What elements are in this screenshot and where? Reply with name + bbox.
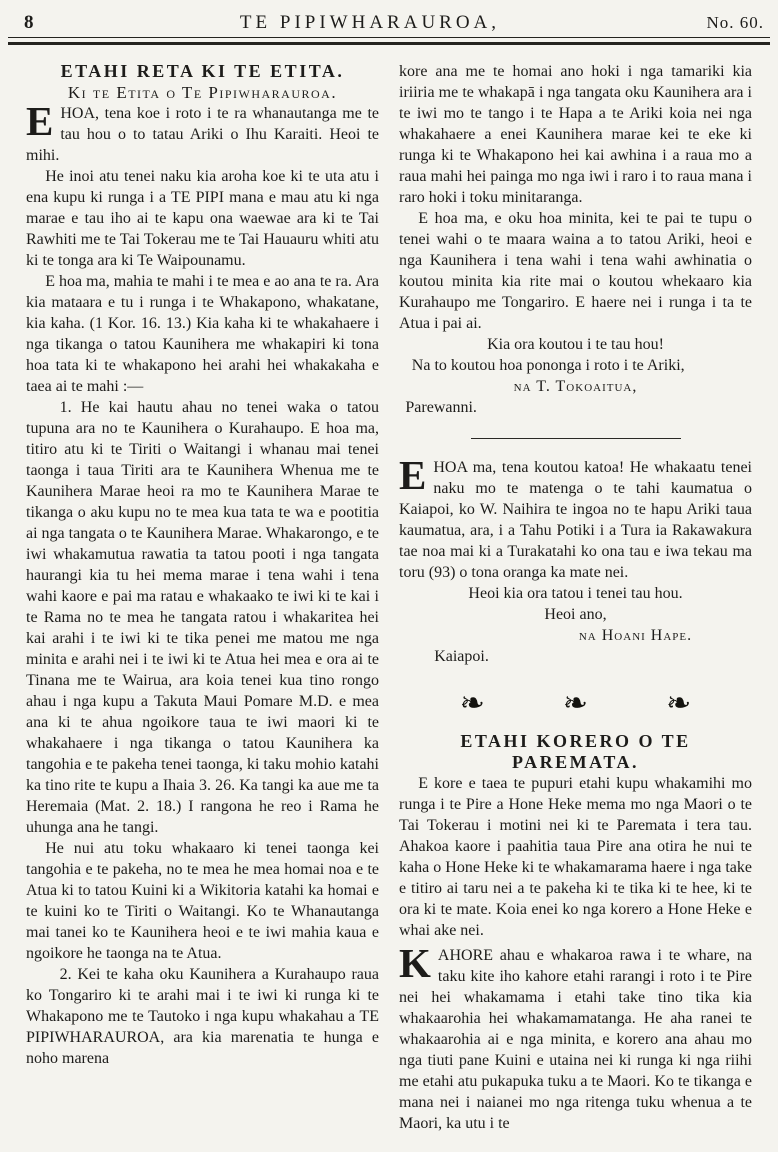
fleuron-icon: ❧ (666, 686, 692, 721)
salutation-line: Ki te Etita o Te Pipiwharauroa. (67, 83, 338, 102)
paragraph-text: AHORE ahau e whakaroa rawa i te whare, na taku kite iho kahore etahi rarangi i roto i te Pire nei hei whakamama i etahi take tino tika kia whakaarohia hei whakamamatanga. He aha ranei te whakaarohia ai e nga minita, e korero ana ahau mo nga tiuti pane Kuini e utaina nei ki runga ki nga riihi me etahi atu pukapuka tuku a te Maori. Ko te tikanga e mana nei i naianei mo nga ritenga tuku whenua a te Maori, ka utu i te (399, 947, 752, 1132)
signature-name: na Hoani Hape. (578, 627, 693, 644)
signature-place: Kaiapoi. (434, 648, 489, 665)
signature-place: Parewanni. (405, 399, 477, 416)
paragraph (399, 452, 752, 583)
dropcap-letter: E (399, 452, 427, 498)
section-heading-letters: ETAHI RETA KI TE ETITA. (60, 61, 345, 81)
closing-line: Heoi kia ora tatou i tenei tau hou. (468, 585, 683, 602)
paragraph (399, 940, 752, 1134)
ornament-row (399, 687, 752, 721)
paragraph (26, 98, 379, 166)
paragraph-text: HOA ma, tena koutou katoa! He whakaatu tenei naku mo te matenga o te tahi kaumatua o Kaiapoi, ko W. Naihira te ingoa no te hapu Ariki taua kaumatua, ara, i a Tahu Potiki i a Tura ia Rakawakura tae noa mai ki a Turakatahi ko ona tau e iwa tekau ma toru (93) o tona oranga ka mate nei. (399, 459, 752, 581)
fleuron-icon: ❧ (562, 686, 589, 721)
greeting-line: Kia ora koutou i te tau hou! (487, 336, 664, 353)
newspaper-title: TE PIPIWHARAUROA, (239, 12, 501, 33)
paragraph-numbered-1: 1. He kai hautu ahau no tenei waka o tatou tupuna ara no te Kaunihera o Kurahaupo. E hoa ma, titiro atu ki te Tiriti o Waitangi i whanau mai tenei taonga i taua Tiriti ara te Kaunihera Whenua me te Kaunihera Marae heoi ra mo te Kaunihera Marae te tikanga o aku kupu no te mea kua tata te wa e pootitia ai nga tangata o te Kaunihera Marae. Whakarongo, e te iwi whakamutua rawatia ta tatou pooti i nga tangata haurangi kia tu hei mema marae i tena wahi i tena wahi kaore e pai ma ratau e whakaako te iwi ki te kai i te Rama no te mea he tangata ratou i whakaritea hei kai arahi i te iwi ki te tika penei me matou me nga minita e arahi nei i te iwi ki te Atua hei mea e ora ai te Tinana me te Wairua, ara koia tenei kua tino rongo ahau i nga kupu a Takuta Maui Pomare M.D. e mea ana ki te ahua ngoikore taua te iwi maori ki te whakahaere i nga tikanga o tatou Kaunihera ka tangohia e te pakeha tenei taonga, ki taku mohio katahi ka tino rite te kupu a Ihaia 3. 26. Ka tangi ka aue me ta Heremaia (Mat. 2. 18.) I rangona he reo i Rama he uhunga ana he tangi. (26, 399, 379, 836)
signature-name: na T. Tokoaitua, (513, 378, 638, 395)
paragraph-numbered-2: 2. Kei te kaha oku Kaunihera a Kurahaupo raua ko Tongariro ki te arahi mai i te iwi ki runga ki te Whakapono me te Tautoko i nga kupu whakahau a TE PIPIWHARAUROA, ara kia marenatia te hunga e noho marena (26, 966, 379, 1067)
paragraph: E hoa ma, mahia te mahi i te mea e ao ana te ra. Ara kia mataara e tu i runga i te Whakapono, whakatane, kia kaha. (1 Kor. 16. 13.) Kia kaha ki te whakahaere i nga tikanga o tatou Kaunihera me whakapiri ki tona hoa tata ki te whakapono hei arahi hei whakakaha e taea ai te mahi :— (26, 273, 379, 395)
masthead (0, 0, 778, 37)
paragraph-text: HOA, tena koe i roto i te ra whanautanga me te tau hou o to tatau Ariki o Ihu Karaiti. Heoi te mihi. (26, 105, 379, 164)
section-divider-rule (471, 438, 681, 439)
paragraph: He inoi atu tenei naku kia aroha koe ki te uta atu i ena kupu ki runga i a TE PIPI mana e mau atu ki nga marae e tau iho ai te kapu ona waewae ara ki te Tai Rawhiti me te Tai Tokerau me te Tai Hauauru whiti atu ki te tonga ara ki Te Waipounamu. (26, 168, 379, 269)
issue-number: No. 60. (706, 13, 764, 32)
dropcap-letter: K (399, 940, 431, 986)
paragraph: He nui atu toku whakaaro ki tenei taonga kei tangohia e te pakeha, no te mea he mea homai noa e te Atua ki to tatou Kuini ki a Wikitoria katahi ka homai e te kuini ko te Tiriti o Waitangi. Ko te Whanautanga mai tanei ko te Kaunihera heoi e te iwi mahia kaua e ngoikore he taonga na te Atua. (26, 840, 379, 962)
right-column (399, 61, 752, 1151)
page-number: 8 (24, 12, 34, 33)
signature-intro: Na to koutou hoa pononga i roto i te Ariki, (411, 357, 685, 374)
dropcap-letter: E (26, 98, 54, 144)
paragraph: E hoa ma, e oku hoa minita, kei te pai te tupu o tenei wahi o te maara waina a to tatou Ariki, heoi e nga Kaunihera i tena wahi i tena wahi awhinatia o koutou minita kia rite mai o koutou whekaaro kia Kurahaupo me Tongariro. E haere nei i runga i ta te Atua i pai ai. (399, 210, 752, 332)
left-column (26, 61, 379, 1151)
paragraph: E kore e taea te pupuri etahi kupu whakamihi mo runga i te Pire a Hone Heke mema mo nga Maori o te Tai Tokerau i motini nei ki te Paremata i tera tau. Ahakoa kaore i paahitia taua Pire ana otira he nui te kaha o Hone Heke ki te whakamarama haere i nga take e titiro ai taru nei a te pakeha ki te tika ki te hee, ki te ora ki te mate. Koia enei ko nga korero a Hone Heke e whai ake nei. (399, 775, 752, 939)
masthead-rule (8, 37, 770, 45)
closing-line: Heoi ano, (544, 606, 607, 623)
fleuron-icon: ❧ (459, 686, 485, 721)
paragraph-continued: kore ana me te homai ano hoki i nga tamariki kia iriiria me te whakapā i nga tangata oku Kaunihera ara i te iwi mo te tango i te Hapa a te Ariki koia nei nga whakahaere a enei Kaunihera marae kei te eke ki runga ki te Whakapono hei kai awhina i a raua mo a raua mahi hei painga mo nga iwi i raro i to raua mana i raro hoki i toku minitaranga. (399, 63, 752, 206)
section-heading-paremata: ETAHI KORERO O TE PAREMATA. (460, 731, 691, 772)
page-body (0, 45, 778, 1151)
